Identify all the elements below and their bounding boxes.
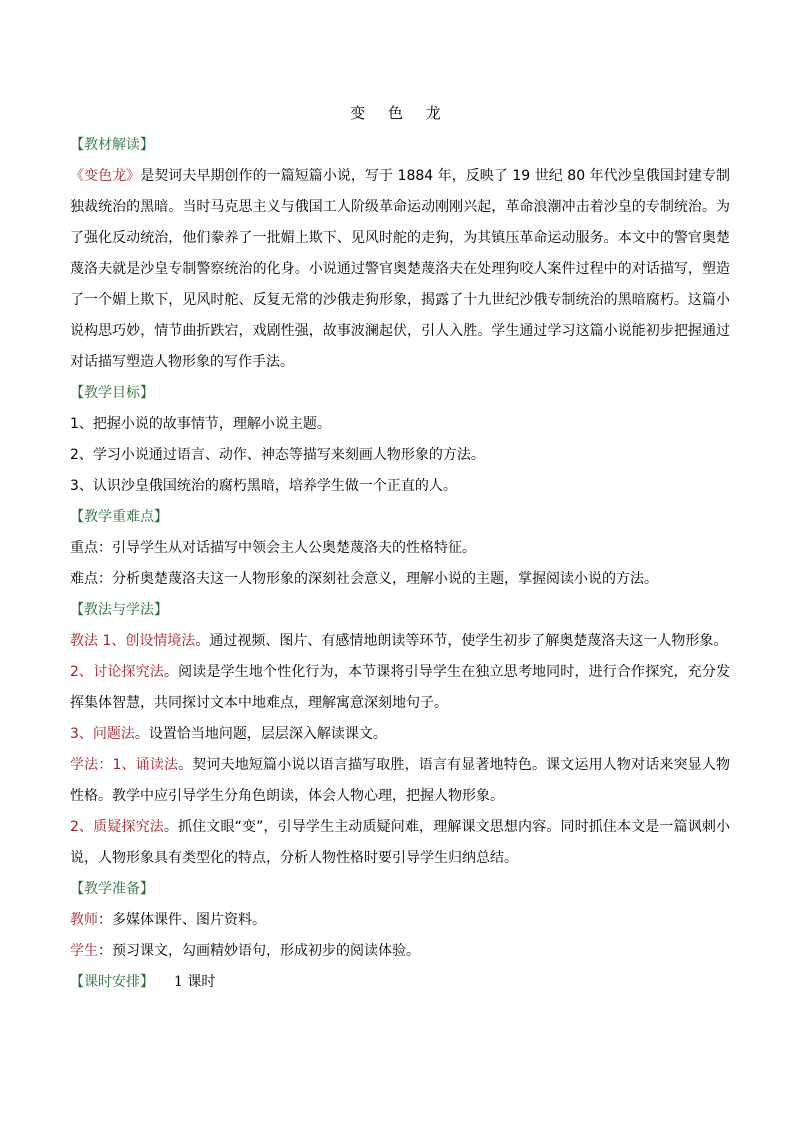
keypoint-focus: 重点：引导学生从对话描写中领会主人公奥楚蔑洛夫的性格特征。 [70,540,476,556]
teaching-method-3-label: 3、问题法 [70,726,135,742]
material-body: 是契诃夫早期创作的一篇短篇小说，写于 1884 年，反映了 19 世纪 80 年代沙皇俄国封建专制独裁统治的黑暗。当时马克思主义与俄国工人阶级革命运动刚刚兴起，革命浪潮冲击着沙皇的专制统治。为了强化反动统治，他们豢养了一批媚上欺下、见风时舵的走狗，为其镇压革命运动服务。本文中的警官奥楚蔑洛夫就是沙皇专制警察统治的化身。小说通过警官奥楚蔑洛夫在处理狗咬人案件过程中的对话描写，塑造了一个媚上欺下，见风时舵、反复无常的沙俄走狗形象，揭露了十九世纪沙俄专制统治的黑暗腐朽。这篇小说构思巧妙，情节曲折跌宕，戏剧性强，故事波澜起伏，引人入胜。学生通过学习这篇小说能初步把握通过对话描写塑造人物形象的写作手法。 [70,168,730,370]
document-title: 变 色 龙 [350,104,450,122]
document-page [70,96,730,998]
goal-item-3: 3、认识沙皇俄国统治的腐朽黑暗，培养学生做一个正直的人。 [70,478,457,494]
section-heading-prep: 【教学准备】 [70,881,154,897]
section-heading-methods: 【教法与学法】 [70,602,168,618]
section-prep [70,874,730,967]
prep-teacher-body: ：多媒体课件、图片资料。 [98,912,266,928]
learning-method-2 [70,812,730,874]
section-heading-keypoints: 【教学重难点】 [70,509,168,525]
keypoint-difficulty: 难点：分析奥楚蔑洛夫这一人物形象的深刻社会意义，理解小说的主题，掌握阅读小说的方法。 [70,571,658,587]
teaching-method-2-body: 。阅读是学生地个性化行为，本节课将引导学生在独立思考地同时，进行合作探究，充分发挥集体智慧，共同探讨文本中地难点，理解寓意深刻地句子。 [70,664,730,711]
teaching-method-1-body: 。通过视频、图片、有感情地朗读等环节，使学生初步了解奥楚蔑洛夫这一人物形象。 [195,633,728,649]
section-keypoints [70,502,730,595]
teaching-method-2 [70,657,730,719]
teaching-method-1 [70,626,730,657]
goal-item-2: 2、学习小说通过语言、动作、神态等描写来刻画人物形象的方法。 [70,447,485,463]
section-heading-goals: 【教学目标】 [70,385,154,401]
schedule-value: 1 课时 [174,974,216,990]
section-methods [70,595,730,874]
teaching-method-2-label: 2、讨论探究法 [70,664,164,680]
section-material [70,130,730,378]
learning-method-1-body: 。契诃夫地短篇小说以语言描写取胜，语言有显著地特色。课文运用人物对话来突显人物性格。教学中应引导学生分角色朗读，体会人物心理，把握人物形象。 [70,757,730,804]
prep-student-label: 学生 [70,943,98,959]
section-goals [70,378,730,502]
prep-teacher-label: 教师 [70,912,98,928]
schedule-line [70,967,730,998]
teaching-method-3 [70,719,730,750]
prep-student [70,936,730,967]
goal-item-1: 1、把握小说的故事情节，理解小说主题。 [70,416,331,432]
book-title: 《变色龙》 [70,168,141,184]
section-heading-material: 【教材解读】 [70,137,154,153]
prep-student-body: ：预习课文，勾画精妙语句，形成初步的阅读体验。 [98,943,420,959]
learning-method-2-label: 2、质疑探究法 [70,819,164,835]
section-schedule [70,967,730,998]
learning-method-1-label: 学法：1、诵读法 [70,757,179,773]
section-heading-schedule: 【课时安排】 [70,974,154,990]
teaching-method-3-body: 。设置恰当地问题，层层深入解读课文。 [134,726,387,742]
material-paragraph [70,161,730,378]
teaching-method-1-label: 教法 1、创设情境法 [70,633,196,649]
prep-teacher [70,905,730,936]
learning-method-2-body: 。抓住文眼“变”，引导学生主动质疑问难，理解课文思想内容。同时抓住本文是一篇讽刺小说，人物形象具有类型化的特点，分析人物性格时要引导学生归纳总结。 [70,819,730,866]
learning-method-1 [70,750,730,812]
